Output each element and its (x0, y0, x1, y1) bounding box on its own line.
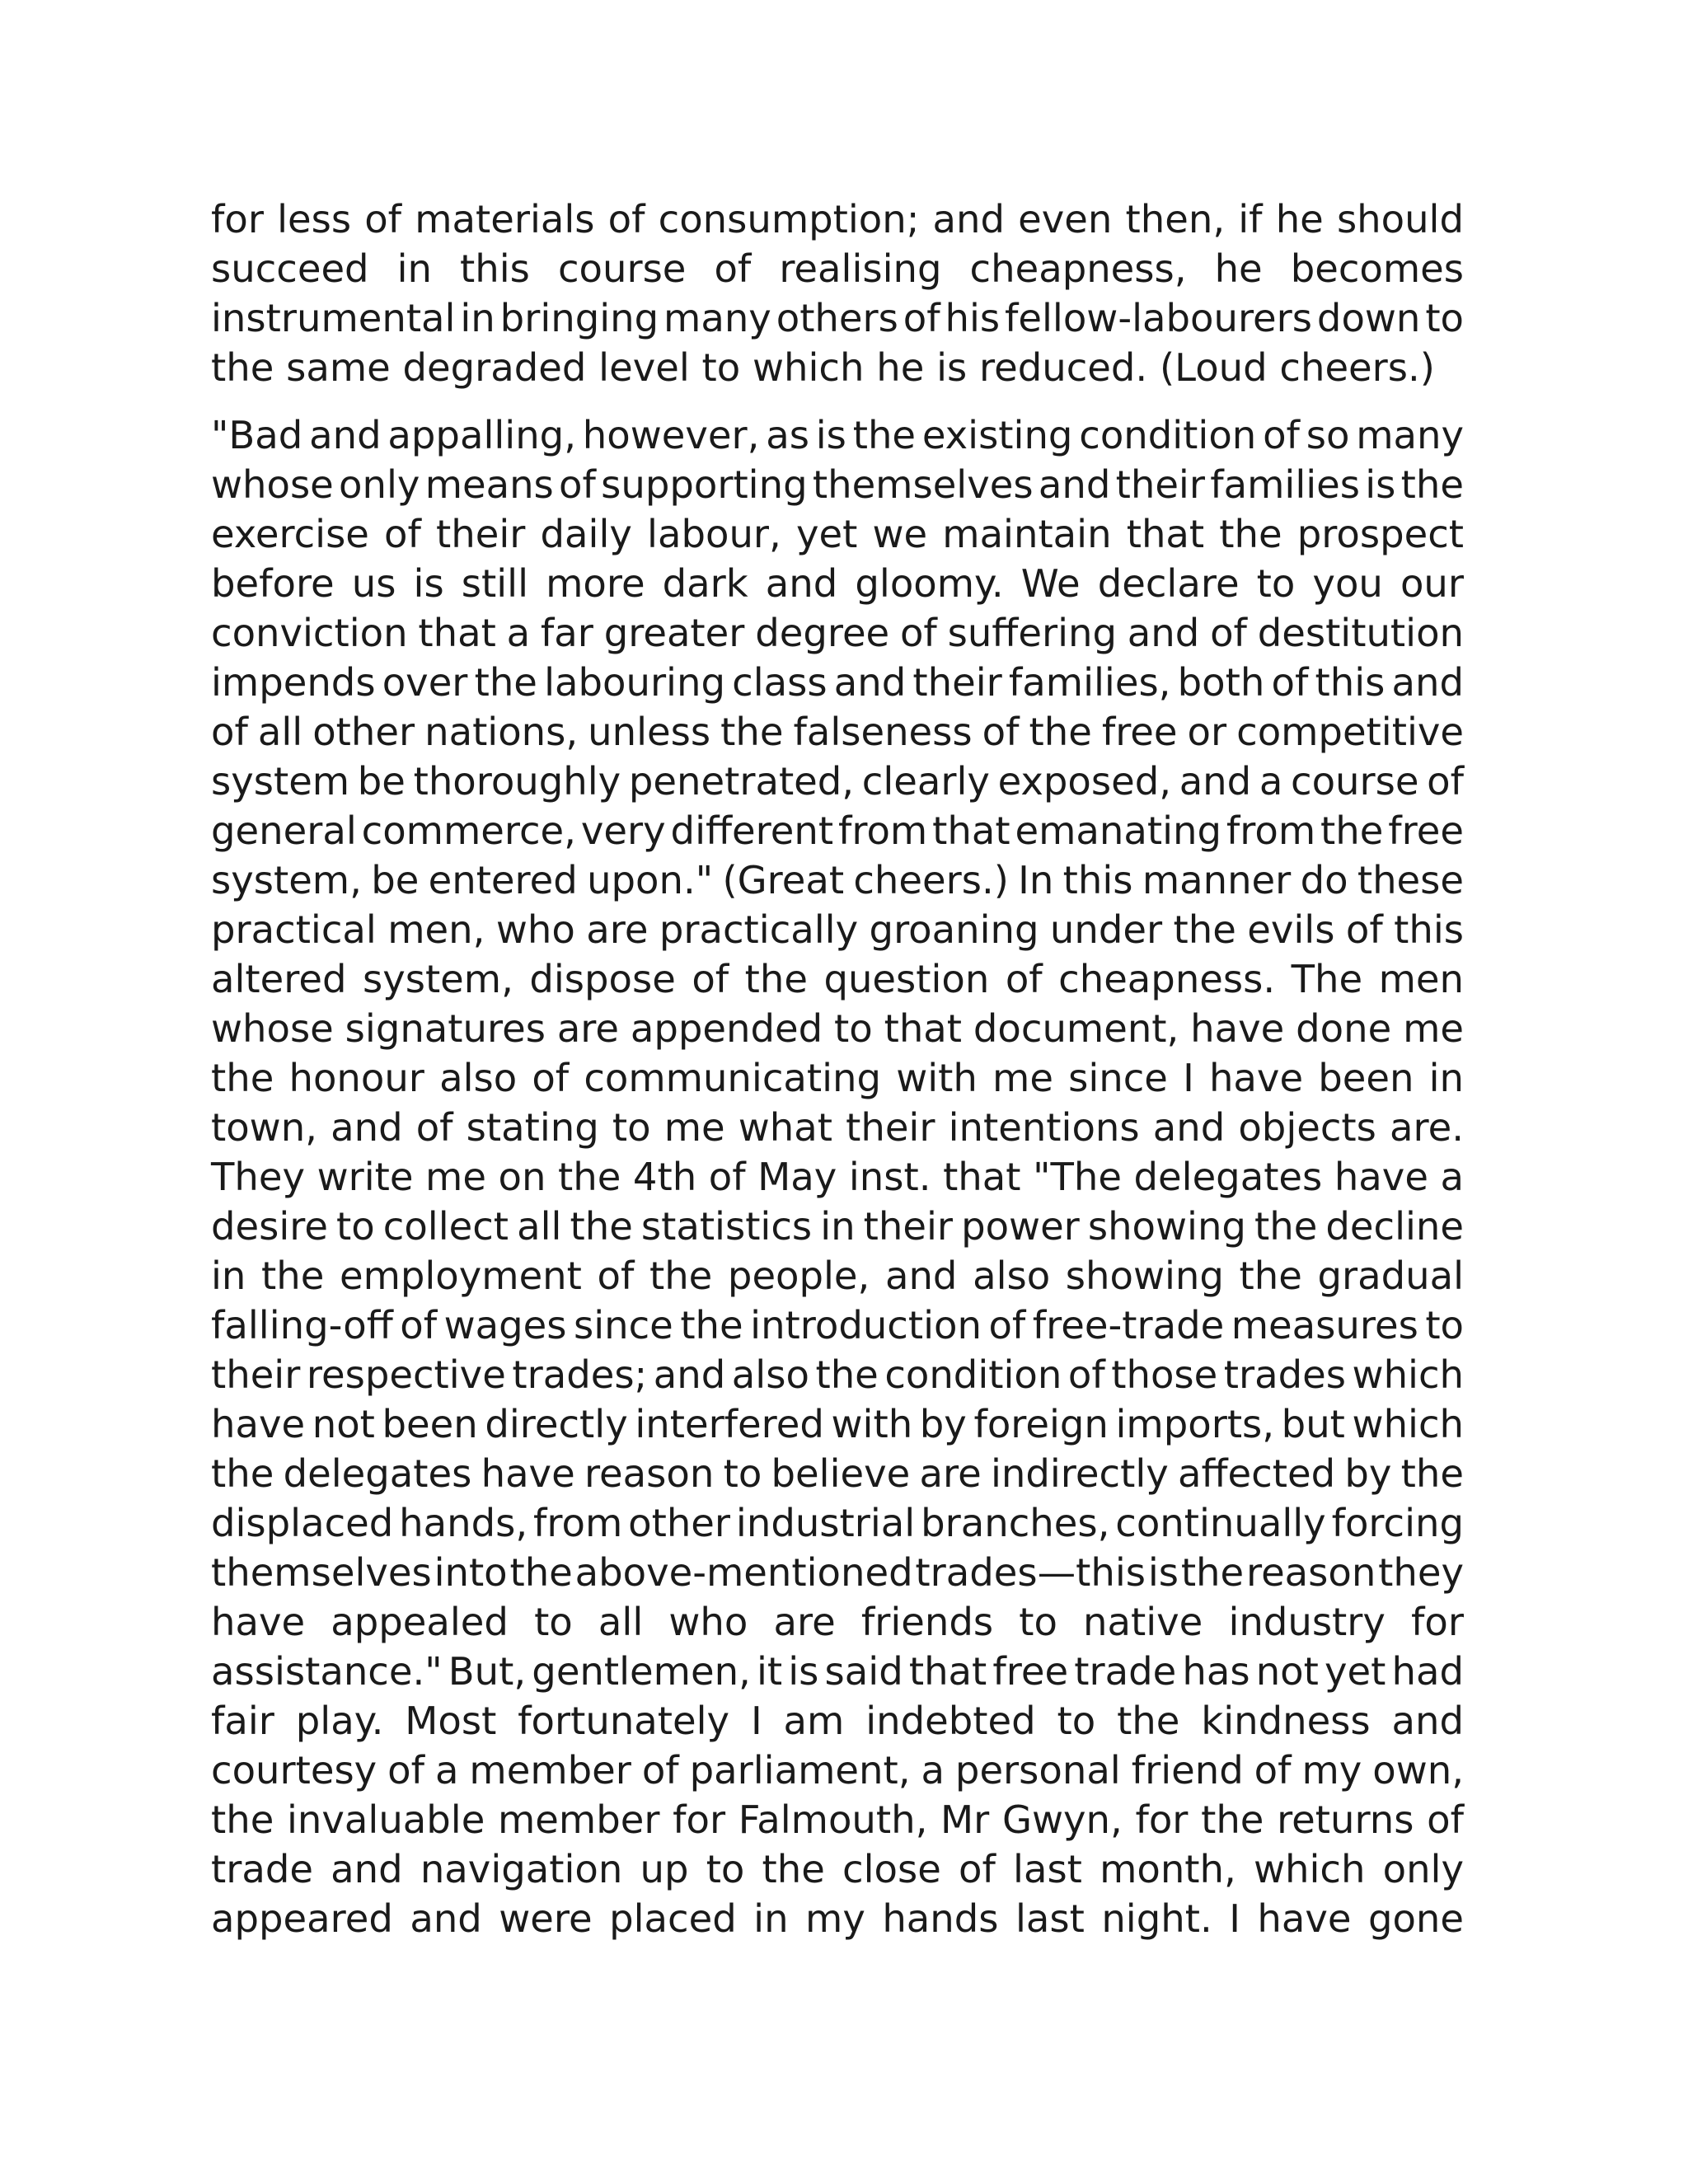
text-line: instrumental in bringing many others of his fellow-labourers down to (211, 296, 1464, 340)
paragraph-2 (211, 410, 1464, 1943)
text-line: altered system, dispose of the question of cheapness. The men (211, 957, 1464, 1001)
text-line: practical men, who are practically groaning under the evils of this (211, 907, 1464, 952)
paragraph-1 (211, 194, 1464, 392)
text-line: town, and of stating to me what their intentions and objects are. (211, 1105, 1464, 1150)
text-line: their respective trades; and also the condition of those trades which (211, 1352, 1464, 1397)
text-line: impends over the labouring class and their families, both of this and (211, 660, 1464, 705)
text-line: appeared and were placed in my hands last night. I have gone (211, 1896, 1464, 1941)
text-line: displaced hands, from other industrial branches, continually forcing (211, 1501, 1464, 1545)
text-line: the same degraded level to which he is reduced. (Loud cheers.) (211, 345, 1435, 390)
text-line: whose only means of supporting themselves and their families is the (211, 462, 1464, 507)
text-line: conviction that a far greater degree of suffering and of destitution (211, 611, 1464, 655)
text-line: the invaluable member for Falmouth, Mr Gwyn, for the returns of (211, 1797, 1464, 1842)
text-line: exercise of their daily labour, yet we maintain that the prospect (211, 512, 1464, 556)
text-line: system be thoroughly penetrated, clearly exposed, and a course of (211, 759, 1464, 804)
text-line: falling-off of wages since the introduction of free-trade measures to (211, 1303, 1464, 1347)
text-line: before us is still more dark and gloomy. We declare to you our (211, 561, 1464, 606)
text-line: whose signatures are appended to that document, have done me (211, 1006, 1464, 1051)
text-line: succeed in this course of realising cheapness, he becomes (211, 246, 1464, 291)
text-line: trade and navigation up to the close of last month, which only (211, 1847, 1464, 1891)
text-line: in the employment of the people, and also showing the gradual (211, 1254, 1464, 1298)
text-line: general commerce, very different from that emanating from the free (211, 808, 1464, 853)
text-line: assistance." But, gentlemen, it is said that free trade has not yet had (211, 1649, 1464, 1694)
text-line: They write me on the 4th of May inst. that "The delegates have a (211, 1155, 1464, 1199)
text-line: courtesy of a member of parliament, a personal friend of my own, (211, 1748, 1464, 1793)
text-line: for less of materials of consumption; and even then, if he should (211, 197, 1464, 241)
text-line: system, be entered upon." (Great cheers.) In this manner do these (211, 858, 1464, 902)
text-line: "Bad and appalling, however, as is the existing condition of so many (211, 413, 1464, 457)
text-line: have not been directly interfered with by foreign imports, but which (211, 1402, 1464, 1446)
text-line: have appealed to all who are friends to native industry for (211, 1600, 1464, 1644)
text-line: fair play. Most fortunately I am indebted to the kindness and (211, 1699, 1464, 1743)
text-line: the delegates have reason to believe are indirectly affected by the (211, 1451, 1464, 1496)
text-line: the honour also of communicating with me since I have been in (211, 1056, 1464, 1100)
document-page (211, 194, 1464, 1943)
text-line: desire to collect all the statistics in their power showing the decline (211, 1204, 1464, 1249)
text-line: of all other nations, unless the falseness of the free or competitive (211, 710, 1464, 754)
text-line: themselves into the above-mentioned trades—this is the reason they (211, 1550, 1464, 1595)
